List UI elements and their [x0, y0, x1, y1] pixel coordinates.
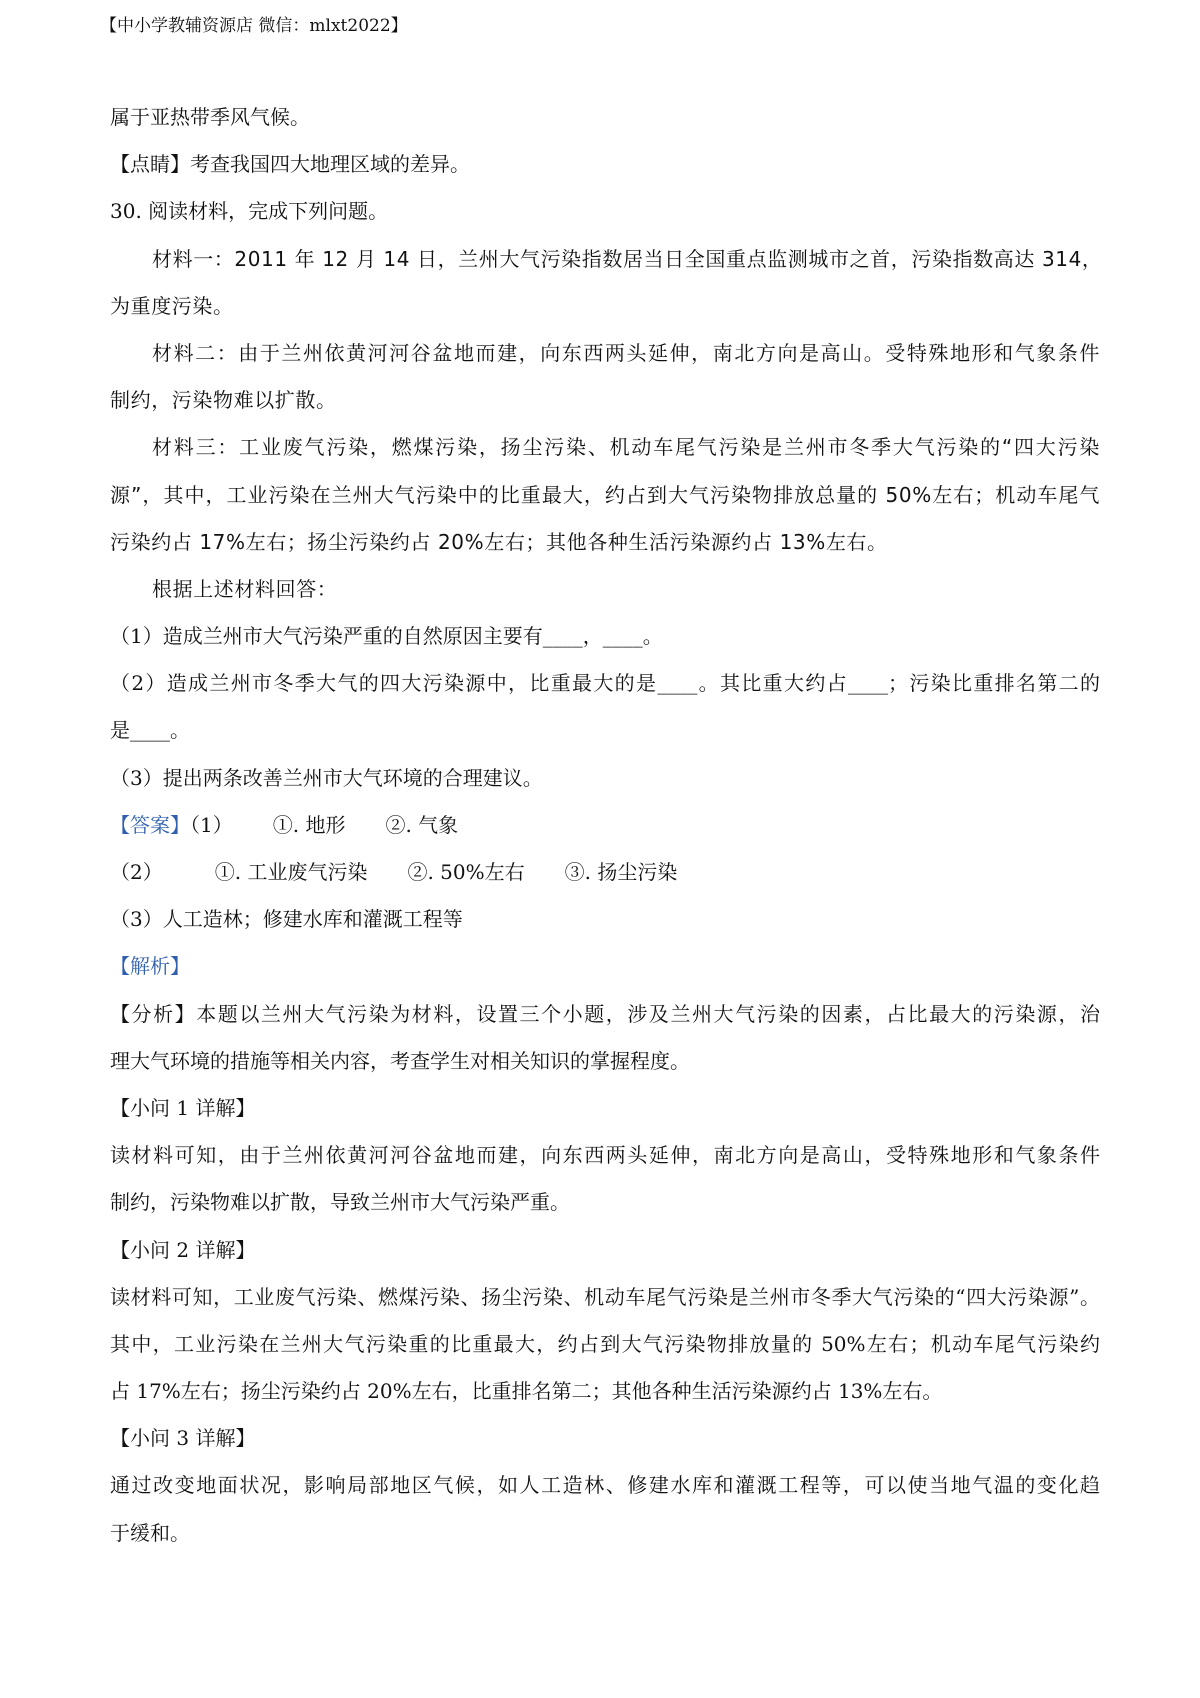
question-title: 30. 阅读材料，完成下列问题。	[110, 199, 389, 224]
material-2-line: 材料二：由于兰州依黄河河谷盆地而建，向东西两头延伸，南北方向是高山。受特殊地形和气象条件	[152, 340, 1100, 365]
sub-question-2-cont: 是____。	[110, 718, 190, 743]
analysis-subheading: 【小问 1 详解】	[110, 1095, 256, 1120]
answer-part-number: （2）	[110, 860, 163, 884]
analysis-line: 【分析】本题以兰州大气污染为材料，设置三个小题，涉及兰州大气污染的因素，占比最大的污染源，治	[110, 1001, 1100, 1026]
analysis-subheading: 【小问 2 详解】	[110, 1237, 256, 1262]
analysis-line: 制约，污染物难以扩散，导致兰州市大气污染严重。	[110, 1190, 570, 1215]
sub-question-3: （3）提出两条改善兰州市大气环境的合理建议。	[110, 765, 543, 790]
sub-question-2: （2）造成兰州市冬季大气的四大污染源中，比重最大的是____。其比重大约占____；污染比重排名第二的	[110, 671, 1100, 696]
material-3-line: 源”，其中，工业污染在兰州大气污染中的比重最大，约占到大气污染物排放总量的 50%左右；机动车尾气	[110, 482, 1100, 507]
page-header-watermark: 【中小学教辅资源店 微信：mlxt2022】	[100, 16, 408, 36]
text-line: 属于亚热带季风气候。	[110, 105, 310, 129]
material-3-line: 污染约占 17%左右；扬尘污染约占 20%左右；其他各种生活污染源约占 13%左右。	[110, 529, 888, 554]
answer-line-2	[110, 849, 1100, 896]
answer-line-3: （3）人工造林；修建水库和灌溉工程等	[110, 907, 463, 932]
answer-label: 【答案】	[110, 812, 190, 837]
material-1-line: 为重度污染。	[110, 293, 234, 318]
analysis-line: 占 17%左右；扬尘污染约占 20%左右，比重排名第二；其他各种生活污染源约占 13%左右。	[110, 1379, 943, 1404]
analysis-line: 读材料可知，由于兰州依黄河河谷盆地而建，向东西两头延伸，南北方向是高山，受特殊地形和气象条件	[110, 1143, 1100, 1168]
answer-item: ②. 气象	[385, 812, 459, 837]
material-3-line: 材料三：工业废气污染，燃煤污染，扬尘污染、机动车尾气污染是兰州市冬季大气污染的“四大污染	[152, 435, 1100, 460]
key-point-line: 【点睛】考查我国四大地理区域的差异。	[110, 152, 470, 177]
answer-part-number: （1）	[190, 812, 233, 837]
answer-line-1	[110, 802, 1100, 849]
sub-question-1: （1）造成兰州市大气污染严重的自然原因主要有____，____。	[110, 624, 663, 649]
answer-item: ①. 地形	[272, 812, 346, 837]
material-1-line: 材料一：2011 年 12 月 14 日，兰州大气污染指数居当日全国重点监测城市之首，污染指数高达 314，	[152, 246, 1103, 271]
document-body	[110, 94, 1103, 1557]
answer-item: ①. 工业废气污染	[214, 860, 368, 884]
analysis-line: 理大气环境的措施等相关内容，考查学生对相关知识的掌握程度。	[110, 1048, 690, 1073]
answer-item: ③. 扬尘污染	[564, 860, 678, 884]
analysis-label: 【解析】	[110, 954, 190, 979]
analysis-line: 通过改变地面状况，影响局部地区气候，如人工造林、修建水库和灌溉工程等，可以使当地气温的变化趋	[110, 1473, 1100, 1498]
material-2-line: 制约，污染物难以扩散。	[110, 388, 337, 413]
analysis-line: 于缓和。	[110, 1520, 190, 1545]
answer-item: ②. 50%左右	[407, 860, 525, 884]
analysis-line: 其中，工业污染在兰州大气污染重的比重最大，约占到大气污染物排放量的 50%左右；机动车尾气污染约	[110, 1331, 1100, 1356]
analysis-subheading: 【小问 3 详解】	[110, 1426, 256, 1451]
analysis-line: 读材料可知，工业废气污染、燃煤污染、扬尘污染、机动车尾气污染是兰州市冬季大气污染的“四大污染源”。	[110, 1284, 1100, 1309]
instruction-line: 根据上述材料回答：	[152, 576, 338, 601]
